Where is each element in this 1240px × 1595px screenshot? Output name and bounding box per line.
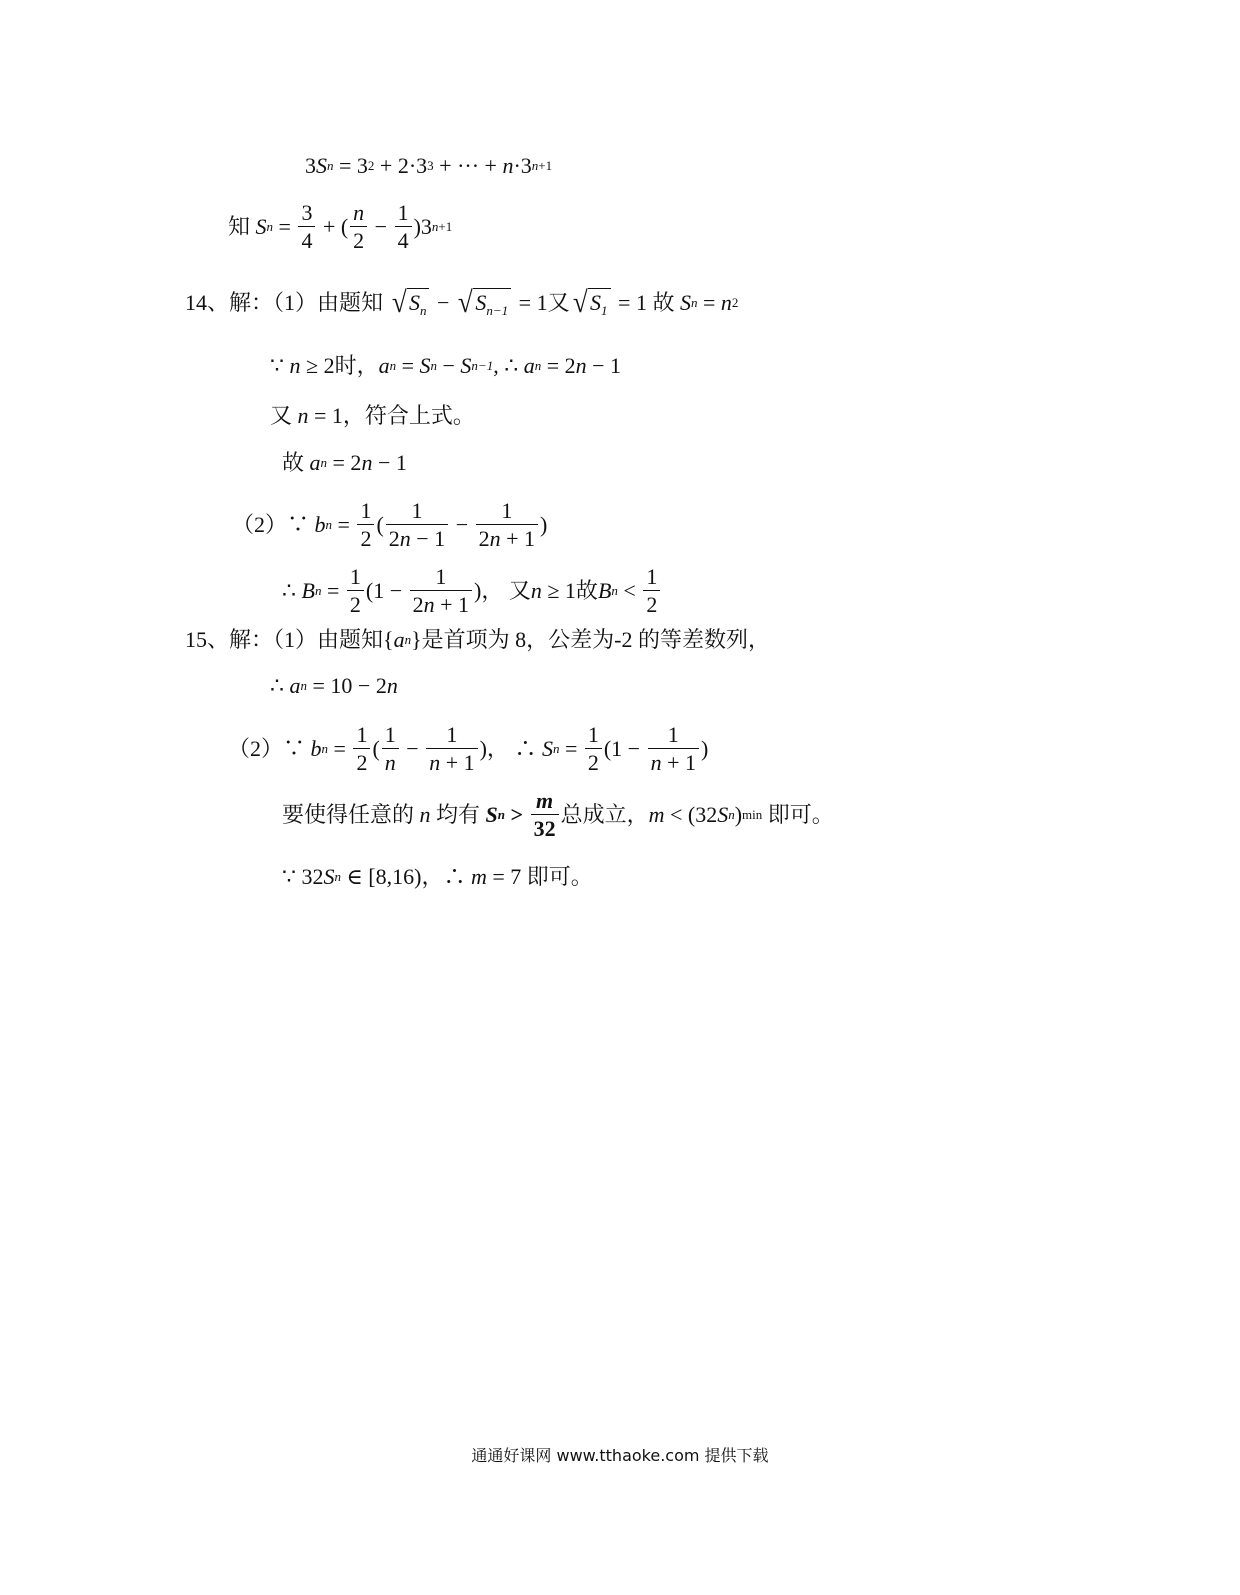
formula-line-12: 要使得任意的 n 均有 S n > $\frac{m}{32}$ 总成立， m < (32 S n ) min 即可。	[282, 788, 834, 841]
problem-15-part-2: （2）∵ b n = $\frac{1}{2}$ ( $\frac{1}{n}$ − $\frac{1}{n + 1}$ )， ∴ S n = $\frac{1}{2}$ (1 − $\frac{1}{n + 1}$ )	[228, 722, 709, 775]
formula-line-4: ∵ n ≥ 2时， a n = S n − S n−1 , ∴ a n = 2 n − 1	[270, 353, 622, 378]
problem-14-part-2: （2）∵ b n = $\frac{1}{2}$ ( $\frac{1}{2n - 1}$ − $\frac{1}{2n + 1}$ )	[232, 498, 548, 551]
formula-line-10: ∴ a n = 10 − 2 n	[270, 673, 398, 698]
problem-15-part-1: 15、解：（1）由题知{ a n }是首项为 8，公差为-2 的等差数列，	[185, 627, 770, 652]
problem-14-part-1: 14、解：（1）由题知 √ $S_n$ − √ $S_{n-1}$ = 1又 √ $S_1$ = 1 故 S n = n 2	[185, 286, 739, 319]
formula-line-1: 3 S n = 3 2 + 2·3 3 + ··· + n ·3 n+1	[305, 153, 553, 178]
formula-line-2: 知 S n = $\frac{3}{4}$ + ( $\frac{n}{2}$ − $\frac{1}{4}$ )3 n+1	[228, 200, 453, 253]
formula-line-13: ∵ 32 S n ∈ [8,16)，∴ m = 7 即可。	[282, 864, 593, 889]
formula-line-8: ∴ B n = $\frac{1}{2}$ (1 − $\frac{1}{2n + 1}$ )， 又 n ≥ 1故 B n < $\frac{1}{2}$	[282, 566, 662, 616]
text-line-5: 又 n = 1，符合上式。	[270, 403, 475, 428]
footer-text: 通通好课网 www.tthaoke.com 提供下载	[471, 1446, 769, 1465]
formula-line-6: 故 a n = 2 n − 1	[282, 450, 407, 475]
